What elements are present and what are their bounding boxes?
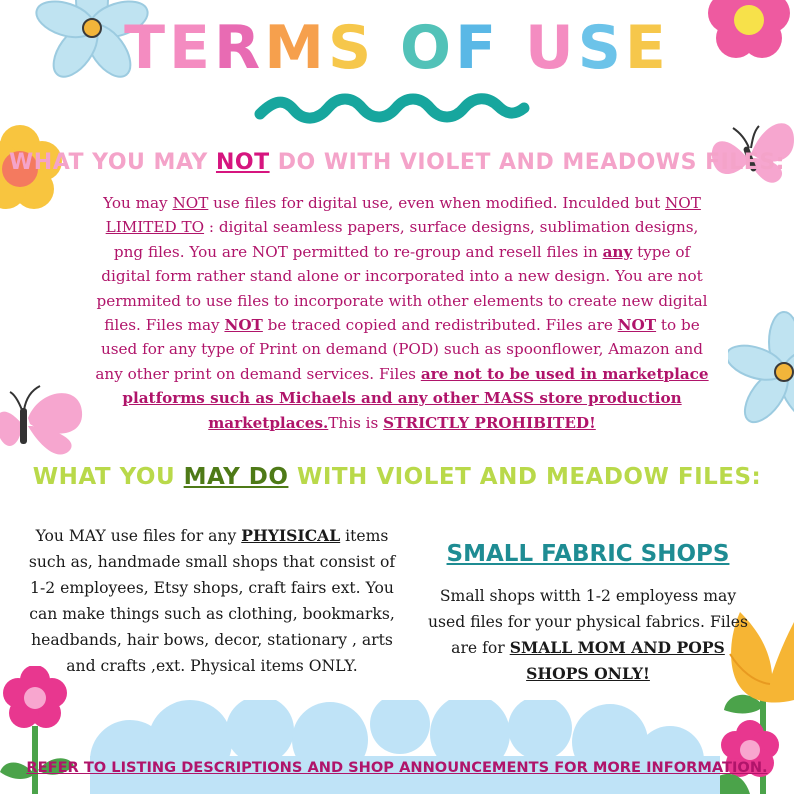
blue-flower-right-icon xyxy=(728,310,794,430)
title-letter: U xyxy=(524,13,578,83)
cloud-banner-icon xyxy=(0,700,794,794)
not-section-heading xyxy=(0,150,794,175)
not-body-text: This is xyxy=(328,413,384,432)
title-letter: E xyxy=(169,13,215,83)
page-title xyxy=(0,12,794,84)
may-heading-pre: WHAT YOU xyxy=(32,464,184,490)
wavy-divider-icon xyxy=(242,86,542,126)
title-letter: E xyxy=(624,13,670,83)
not-heading-pre: WHAT YOU MAY xyxy=(9,150,216,175)
not-section-body xyxy=(94,191,710,435)
not-body-text: be traced copied and redistributed. Files are xyxy=(262,316,618,335)
may-heading-emph: MAY DO xyxy=(183,464,289,490)
fabric-section-body xyxy=(420,583,756,687)
title-letter: T xyxy=(124,13,170,83)
not-body-underline: NOT xyxy=(617,316,657,335)
title-letter: S xyxy=(327,13,376,83)
footer-note: REFER TO LISTING DESCRIPTIONS AND SHOP ANNOUNCEMENTS FOR MORE INFORMATION. xyxy=(26,759,768,776)
title-letter xyxy=(500,12,525,84)
may-body-text: You MAY use files for any xyxy=(35,527,242,545)
not-body-text: : digital seamless papers, surface designs, sublimation designs, png files. You are NOT permitted to re-group and resell files in xyxy=(113,218,699,261)
not-body-text: type of digital form rather stand alone or incorporated into a new design. You are not permmited to use files to incorporate with other elements to create new digital files. Files may xyxy=(96,242,708,335)
fabric-body-underline: SMALL MOM AND POPS SHOPS ONLY! xyxy=(509,638,725,683)
not-body-underline: STRICTLY PROHIBITED! xyxy=(383,413,596,432)
title-letter xyxy=(375,12,400,84)
title-letter: O xyxy=(400,13,456,83)
fabric-body-text: Small shops witth 1-2 employess may used files for your physical fabrics. Files are for xyxy=(428,587,748,657)
may-section-body xyxy=(26,523,398,679)
may-heading-post: WITH VIOLET AND MEADOW FILES: xyxy=(288,464,762,490)
title-letter: M xyxy=(264,13,328,83)
fabric-section-heading: SMALL FABRIC SHOPS xyxy=(446,541,730,567)
title-letter: R xyxy=(214,13,265,83)
may-body-underline: PHYISICAL xyxy=(241,526,341,545)
not-body-underline: are not to be used in marketplace platforms such as Michaels and any other MASS store production marketplaces. xyxy=(122,364,709,432)
title-letter: F xyxy=(455,13,501,83)
may-body-text: items such as, handmade small shops that consist of 1-2 employees, Etsy shops, craft fairs ext. You can make things such as clothing, bookmarks, headbands, hair bows, decor, stationary , arts and crafts ,ext. Physical items ONLY. xyxy=(28,527,396,675)
title-letter: S xyxy=(577,13,625,83)
not-body-text: use files for digital use, even when modified. Inculded but xyxy=(208,194,665,212)
not-body-text: to be used for any type of Print on demand (POD) such as spoonflower, Amazon and any other print on demand services. Files xyxy=(95,316,704,383)
not-heading-post: DO WITH VIOLET AND MEADOWS FILES: xyxy=(269,150,785,175)
may-section-heading xyxy=(0,464,794,490)
not-body-underline: NOT xyxy=(172,194,209,212)
butterfly-left-icon xyxy=(0,378,86,468)
not-body-text: You may xyxy=(103,194,173,212)
not-heading-emph: NOT xyxy=(215,150,270,175)
not-body-underline: NOT LIMITED TO xyxy=(105,194,701,237)
not-body-underline: any xyxy=(602,242,633,261)
not-body-underline: NOT xyxy=(224,316,263,335)
